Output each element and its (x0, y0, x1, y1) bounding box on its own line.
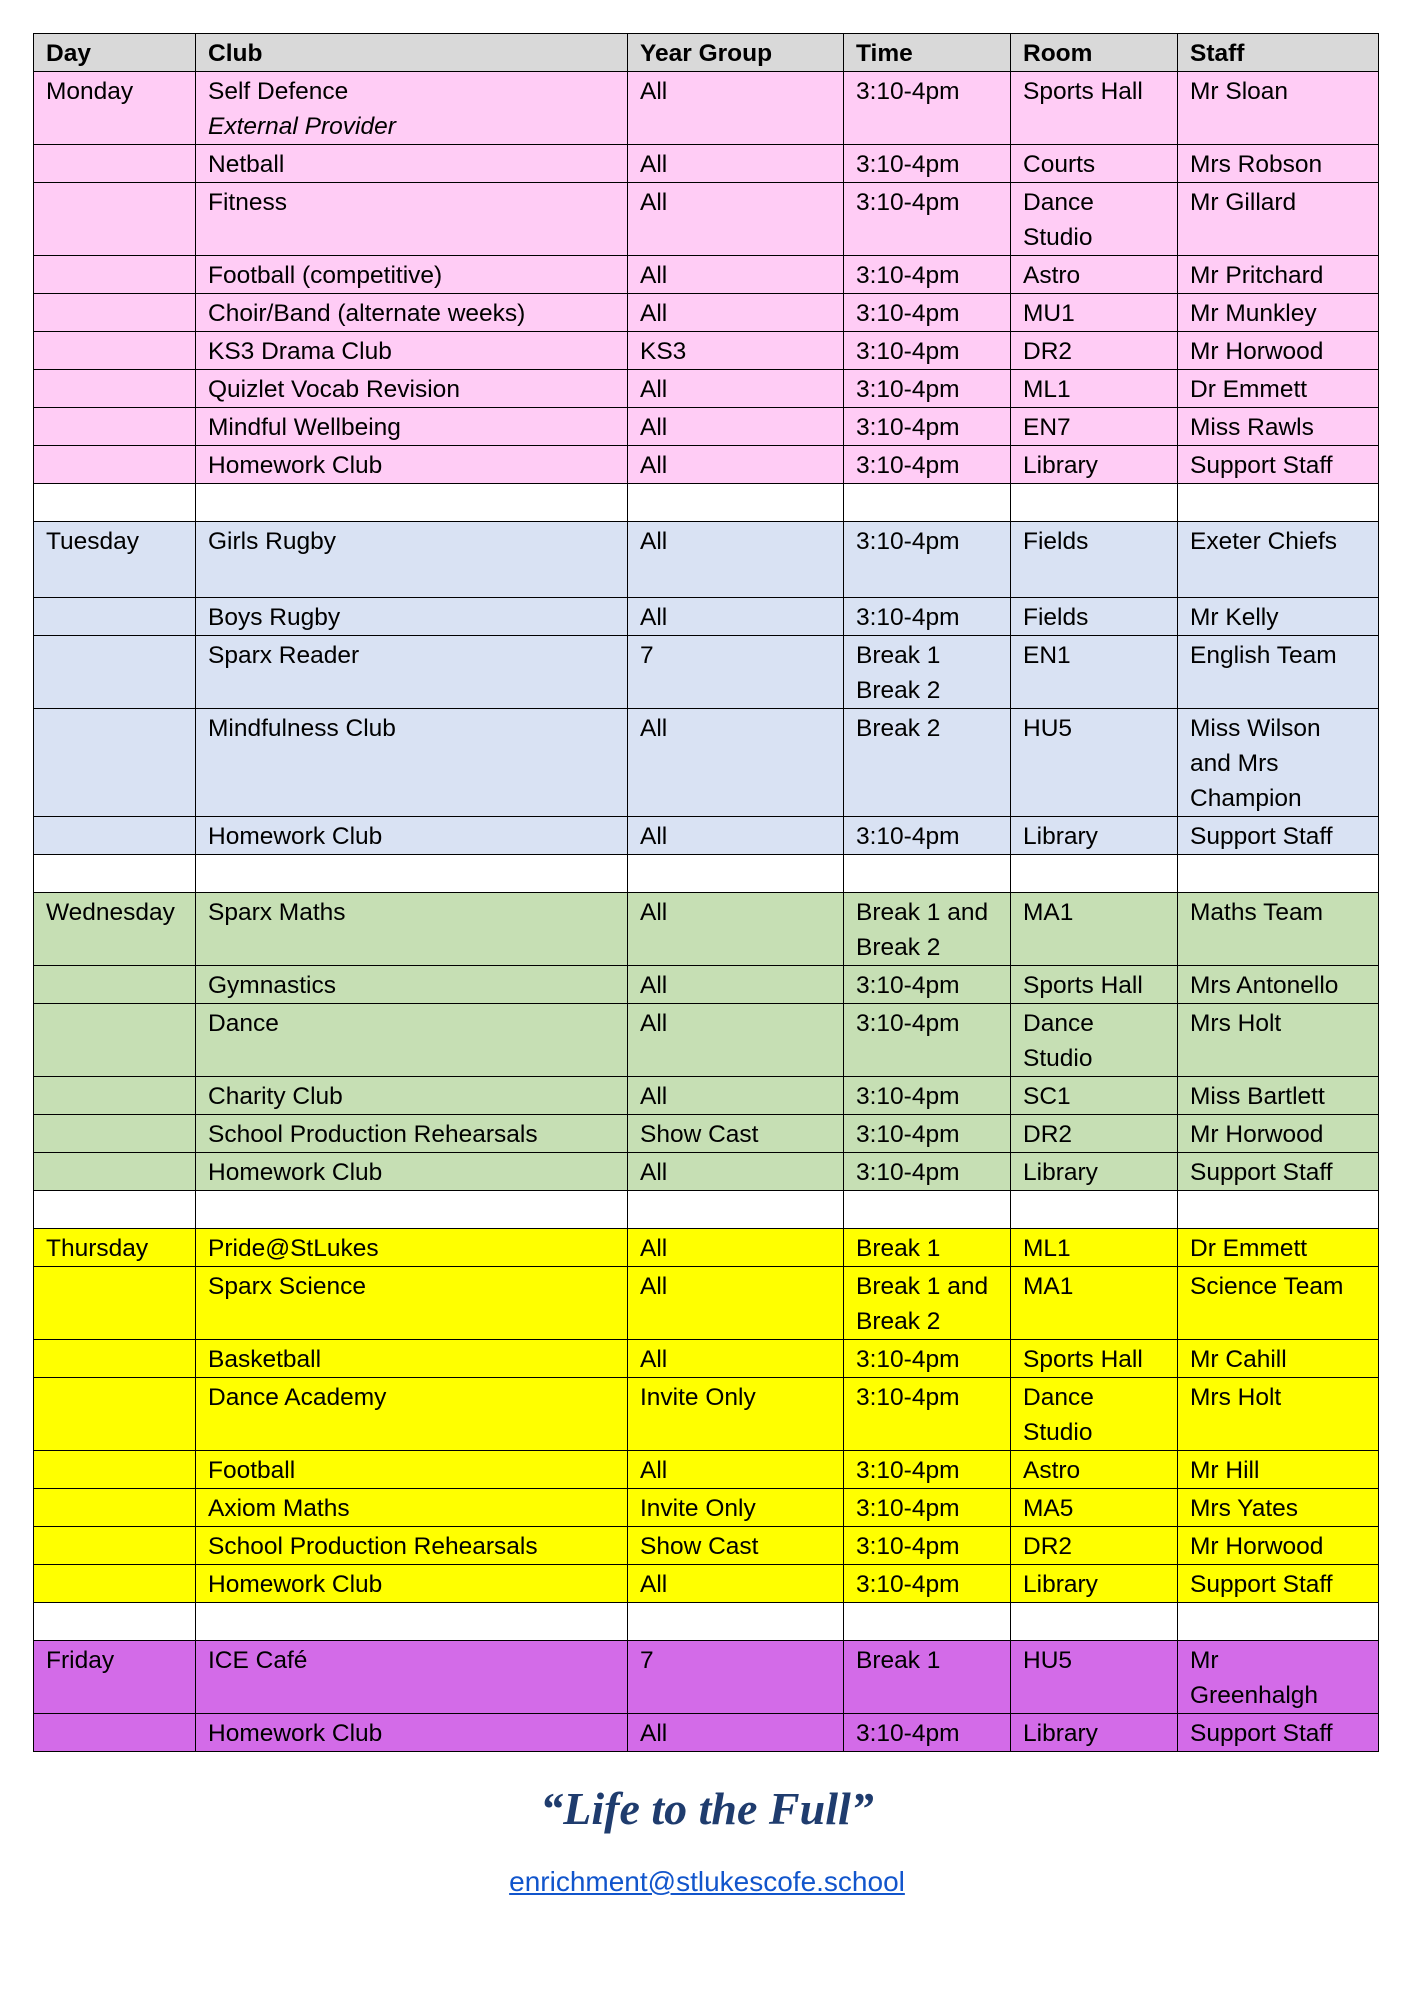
staff-cell: Mrs Robson (1178, 145, 1379, 183)
header-day: Day (34, 34, 196, 72)
time-cell: 3:10-4pm (844, 1340, 1011, 1378)
table-row (34, 1565, 1379, 1603)
day-cell (34, 446, 196, 484)
club-cell: Football (196, 1451, 628, 1489)
time-cell: Break 2 (844, 709, 1011, 817)
staff-cell: Miss Bartlett (1178, 1077, 1379, 1115)
club-cell: Homework Club (196, 817, 628, 855)
year-cell: All (628, 893, 844, 966)
staff-cell: Mrs Holt (1178, 1378, 1379, 1451)
year-cell: All (628, 1714, 844, 1752)
staff-cell: Mr Sloan (1178, 72, 1379, 145)
year-cell: All (628, 294, 844, 332)
empty-cell (1178, 855, 1379, 893)
empty-cell (628, 1603, 844, 1641)
year-cell: All (628, 1340, 844, 1378)
empty-cell (34, 1603, 196, 1641)
day-cell (34, 1451, 196, 1489)
time-cell: Break 1 and Break 2 (844, 1267, 1011, 1340)
time-cell: 3:10-4pm (844, 72, 1011, 145)
room-cell: ML1 (1011, 1229, 1178, 1267)
room-cell: MA5 (1011, 1489, 1178, 1527)
empty-cell (844, 484, 1011, 522)
empty-cell (34, 484, 196, 522)
club-provider-note: External Provider (208, 113, 396, 140)
room-cell: ML1 (1011, 370, 1178, 408)
year-cell: All (628, 966, 844, 1004)
room-cell: DR2 (1011, 1527, 1178, 1565)
staff-cell: Miss Rawls (1178, 408, 1379, 446)
table-row (34, 446, 1379, 484)
header-club: Club (196, 34, 628, 72)
day-cell (34, 145, 196, 183)
day-cell (34, 1378, 196, 1451)
time-cell: 3:10-4pm (844, 370, 1011, 408)
time-cell: Break 1 (844, 1229, 1011, 1267)
year-cell: Invite Only (628, 1489, 844, 1527)
room-cell: EN1 (1011, 636, 1178, 709)
club-cell: Basketball (196, 1340, 628, 1378)
day-cell (34, 636, 196, 709)
room-cell: HU5 (1011, 709, 1178, 817)
empty-cell (196, 484, 628, 522)
empty-cell (196, 1603, 628, 1641)
staff-cell: Mr Cahill (1178, 1340, 1379, 1378)
time-cell: 3:10-4pm (844, 1489, 1011, 1527)
staff-cell: Mr Pritchard (1178, 256, 1379, 294)
table-row (34, 1340, 1379, 1378)
day-cell (34, 1153, 196, 1191)
staff-cell: Mr Greenhalgh (1178, 1641, 1379, 1714)
club-cell: Dance (196, 1004, 628, 1077)
room-cell: Library (1011, 1153, 1178, 1191)
club-cell: Axiom Maths (196, 1489, 628, 1527)
time-cell: 3:10-4pm (844, 1451, 1011, 1489)
day-cell (34, 1004, 196, 1077)
empty-cell (844, 1191, 1011, 1229)
staff-cell: Mr Hill (1178, 1451, 1379, 1489)
staff-cell: Mr Munkley (1178, 294, 1379, 332)
staff-cell: Support Staff (1178, 1153, 1379, 1191)
room-cell: Astro (1011, 256, 1178, 294)
club-cell: Quizlet Vocab Revision (196, 370, 628, 408)
empty-cell (628, 855, 844, 893)
time-cell: Break 1 (844, 1641, 1011, 1714)
club-cell: Choir/Band (alternate weeks) (196, 294, 628, 332)
day-cell (34, 1714, 196, 1752)
day-cell (34, 1077, 196, 1115)
club-cell: Homework Club (196, 1714, 628, 1752)
room-cell: Library (1011, 446, 1178, 484)
time-cell: 3:10-4pm (844, 598, 1011, 636)
time-cell: Break 1 Break 2 (844, 636, 1011, 709)
staff-cell: Mrs Antonello (1178, 966, 1379, 1004)
room-cell: DR2 (1011, 332, 1178, 370)
empty-cell (34, 855, 196, 893)
table-row (34, 1641, 1379, 1714)
year-cell: Show Cast (628, 1115, 844, 1153)
day-cell (34, 370, 196, 408)
day-cell (34, 1489, 196, 1527)
table-row (34, 1267, 1379, 1340)
time-cell: 3:10-4pm (844, 1378, 1011, 1451)
time-cell: 3:10-4pm (844, 1527, 1011, 1565)
year-cell: All (628, 1229, 844, 1267)
table-row (34, 1527, 1379, 1565)
email-link[interactable]: enrichment@stlukescofe.school (509, 1866, 905, 1897)
year-cell: All (628, 1077, 844, 1115)
staff-cell: Maths Team (1178, 893, 1379, 966)
time-cell: 3:10-4pm (844, 256, 1011, 294)
time-cell: 3:10-4pm (844, 1115, 1011, 1153)
room-cell: Sports Hall (1011, 72, 1178, 145)
room-cell: Dance Studio (1011, 1004, 1178, 1077)
time-cell: 3:10-4pm (844, 1714, 1011, 1752)
time-cell: 3:10-4pm (844, 966, 1011, 1004)
table-row (34, 893, 1379, 966)
table-row (34, 817, 1379, 855)
club-cell (196, 72, 628, 145)
club-cell: ICE Café (196, 1641, 628, 1714)
empty-cell (196, 1191, 628, 1229)
club-cell: School Production Rehearsals (196, 1527, 628, 1565)
time-cell: 3:10-4pm (844, 408, 1011, 446)
year-cell: All (628, 709, 844, 817)
table-row (34, 256, 1379, 294)
staff-cell: Mr Horwood (1178, 1115, 1379, 1153)
staff-cell: Science Team (1178, 1267, 1379, 1340)
club-cell: Netball (196, 145, 628, 183)
day-cell: Friday (34, 1641, 196, 1714)
club-name: Self Defence (208, 78, 349, 105)
day-cell (34, 294, 196, 332)
club-cell: Girls Rugby (196, 522, 628, 598)
staff-cell: Dr Emmett (1178, 1229, 1379, 1267)
room-cell: Sports Hall (1011, 1340, 1178, 1378)
empty-cell (628, 484, 844, 522)
room-cell: MA1 (1011, 1267, 1178, 1340)
year-cell: All (628, 370, 844, 408)
year-cell: All (628, 1153, 844, 1191)
room-cell: Dance Studio (1011, 183, 1178, 256)
table-row (34, 1077, 1379, 1115)
empty-cell (1178, 484, 1379, 522)
year-cell: All (628, 72, 844, 145)
year-cell: Show Cast (628, 1527, 844, 1565)
empty-cell (196, 855, 628, 893)
day-cell: Wednesday (34, 893, 196, 966)
day-cell: Monday (34, 72, 196, 145)
empty-cell (1011, 1603, 1178, 1641)
table-row (34, 1115, 1379, 1153)
year-cell: All (628, 1451, 844, 1489)
day-cell (34, 1340, 196, 1378)
staff-cell: Support Staff (1178, 1714, 1379, 1752)
table-row (34, 1004, 1379, 1077)
empty-cell (844, 1603, 1011, 1641)
time-cell: 3:10-4pm (844, 1004, 1011, 1077)
spacer-row (34, 1603, 1379, 1641)
time-cell: 3:10-4pm (844, 817, 1011, 855)
staff-cell: Mr Horwood (1178, 332, 1379, 370)
spacer-row (34, 855, 1379, 893)
empty-cell (628, 1191, 844, 1229)
year-cell: All (628, 817, 844, 855)
year-cell: All (628, 446, 844, 484)
day-cell (34, 817, 196, 855)
table-row (34, 408, 1379, 446)
club-cell: Mindful Wellbeing (196, 408, 628, 446)
club-cell: Football (competitive) (196, 256, 628, 294)
table-row (34, 709, 1379, 817)
year-cell: All (628, 183, 844, 256)
staff-cell: Support Staff (1178, 446, 1379, 484)
empty-cell (1178, 1191, 1379, 1229)
room-cell: Astro (1011, 1451, 1178, 1489)
staff-cell: Mr Horwood (1178, 1527, 1379, 1565)
table-row (34, 636, 1379, 709)
room-cell: HU5 (1011, 1641, 1178, 1714)
club-cell: Fitness (196, 183, 628, 256)
table-row (34, 72, 1379, 145)
club-cell: Sparx Reader (196, 636, 628, 709)
club-cell: Sparx Science (196, 1267, 628, 1340)
table-row (34, 332, 1379, 370)
room-cell: Fields (1011, 598, 1178, 636)
club-cell: Mindfulness Club (196, 709, 628, 817)
club-cell: School Production Rehearsals (196, 1115, 628, 1153)
table-row (34, 1451, 1379, 1489)
day-cell (34, 1115, 196, 1153)
table-row (34, 1378, 1379, 1451)
room-cell: Library (1011, 817, 1178, 855)
club-cell: Sparx Maths (196, 893, 628, 966)
spacer-row (34, 484, 1379, 522)
year-cell: All (628, 522, 844, 598)
time-cell: 3:10-4pm (844, 522, 1011, 598)
room-cell: EN7 (1011, 408, 1178, 446)
year-cell: All (628, 145, 844, 183)
year-cell: Invite Only (628, 1378, 844, 1451)
empty-cell (1178, 1603, 1379, 1641)
room-cell: Library (1011, 1714, 1178, 1752)
staff-cell: English Team (1178, 636, 1379, 709)
empty-cell (34, 1191, 196, 1229)
header-staff: Staff (1178, 34, 1379, 72)
day-cell (34, 1267, 196, 1340)
year-cell: All (628, 598, 844, 636)
empty-cell (1011, 855, 1178, 893)
time-cell: 3:10-4pm (844, 294, 1011, 332)
club-cell: Boys Rugby (196, 598, 628, 636)
year-cell: All (628, 1267, 844, 1340)
time-cell: 3:10-4pm (844, 1153, 1011, 1191)
time-cell: 3:10-4pm (844, 1565, 1011, 1603)
club-cell: Homework Club (196, 446, 628, 484)
staff-cell: Exeter Chiefs (1178, 522, 1379, 598)
club-cell: Homework Club (196, 1565, 628, 1603)
year-cell: All (628, 1004, 844, 1077)
day-cell: Thursday (34, 1229, 196, 1267)
year-cell: All (628, 408, 844, 446)
time-cell: 3:10-4pm (844, 1077, 1011, 1115)
table-row (34, 1153, 1379, 1191)
year-cell: All (628, 256, 844, 294)
day-cell (34, 1565, 196, 1603)
year-cell: 7 (628, 1641, 844, 1714)
club-cell: Pride@StLukes (196, 1229, 628, 1267)
club-cell: Charity Club (196, 1077, 628, 1115)
header-time: Time (844, 34, 1011, 72)
day-cell (34, 332, 196, 370)
table-row (34, 370, 1379, 408)
table-row (34, 1229, 1379, 1267)
room-cell: SC1 (1011, 1077, 1178, 1115)
header-row (34, 34, 1379, 72)
room-cell: Library (1011, 1565, 1178, 1603)
table-row (34, 598, 1379, 636)
enrichment-timetable (33, 33, 1379, 1752)
day-cell (34, 256, 196, 294)
staff-cell: Mrs Yates (1178, 1489, 1379, 1527)
room-cell: MU1 (1011, 294, 1178, 332)
empty-cell (1011, 484, 1178, 522)
empty-cell (1011, 1191, 1178, 1229)
day-cell (34, 709, 196, 817)
time-cell: 3:10-4pm (844, 446, 1011, 484)
table-row (34, 522, 1379, 598)
day-cell: Tuesday (34, 522, 196, 598)
staff-cell: Mr Kelly (1178, 598, 1379, 636)
time-cell: 3:10-4pm (844, 332, 1011, 370)
day-cell (34, 408, 196, 446)
day-cell (34, 966, 196, 1004)
day-cell (34, 183, 196, 256)
table-row (34, 145, 1379, 183)
school-motto: “Life to the Full” (540, 1783, 874, 1834)
room-cell: Sports Hall (1011, 966, 1178, 1004)
table-row (34, 294, 1379, 332)
day-cell (34, 1527, 196, 1565)
time-cell: Break 1 and Break 2 (844, 893, 1011, 966)
day-cell (34, 598, 196, 636)
staff-cell: Support Staff (1178, 817, 1379, 855)
spacer-row (34, 1191, 1379, 1229)
club-cell: Gymnastics (196, 966, 628, 1004)
timetable-body (34, 72, 1379, 1752)
header-room: Room (1011, 34, 1178, 72)
year-cell: KS3 (628, 332, 844, 370)
table-row (34, 183, 1379, 256)
club-cell: KS3 Drama Club (196, 332, 628, 370)
table-row (34, 1714, 1379, 1752)
room-cell: Courts (1011, 145, 1178, 183)
club-cell: Dance Academy (196, 1378, 628, 1451)
staff-cell: Dr Emmett (1178, 370, 1379, 408)
staff-cell: Mrs Holt (1178, 1004, 1379, 1077)
empty-cell (844, 855, 1011, 893)
club-cell: Homework Club (196, 1153, 628, 1191)
header-year-group: Year Group (628, 34, 844, 72)
year-cell: 7 (628, 636, 844, 709)
contact-email (0, 1866, 1414, 1898)
time-cell: 3:10-4pm (844, 145, 1011, 183)
table-row (34, 1489, 1379, 1527)
room-cell: Fields (1011, 522, 1178, 598)
room-cell: MA1 (1011, 893, 1178, 966)
room-cell: Dance Studio (1011, 1378, 1178, 1451)
staff-cell: Mr Gillard (1178, 183, 1379, 256)
staff-cell: Miss Wilson and Mrs Champion (1178, 709, 1379, 817)
staff-cell: Support Staff (1178, 1565, 1379, 1603)
time-cell: 3:10-4pm (844, 183, 1011, 256)
room-cell: DR2 (1011, 1115, 1178, 1153)
year-cell: All (628, 1565, 844, 1603)
table-row (34, 966, 1379, 1004)
